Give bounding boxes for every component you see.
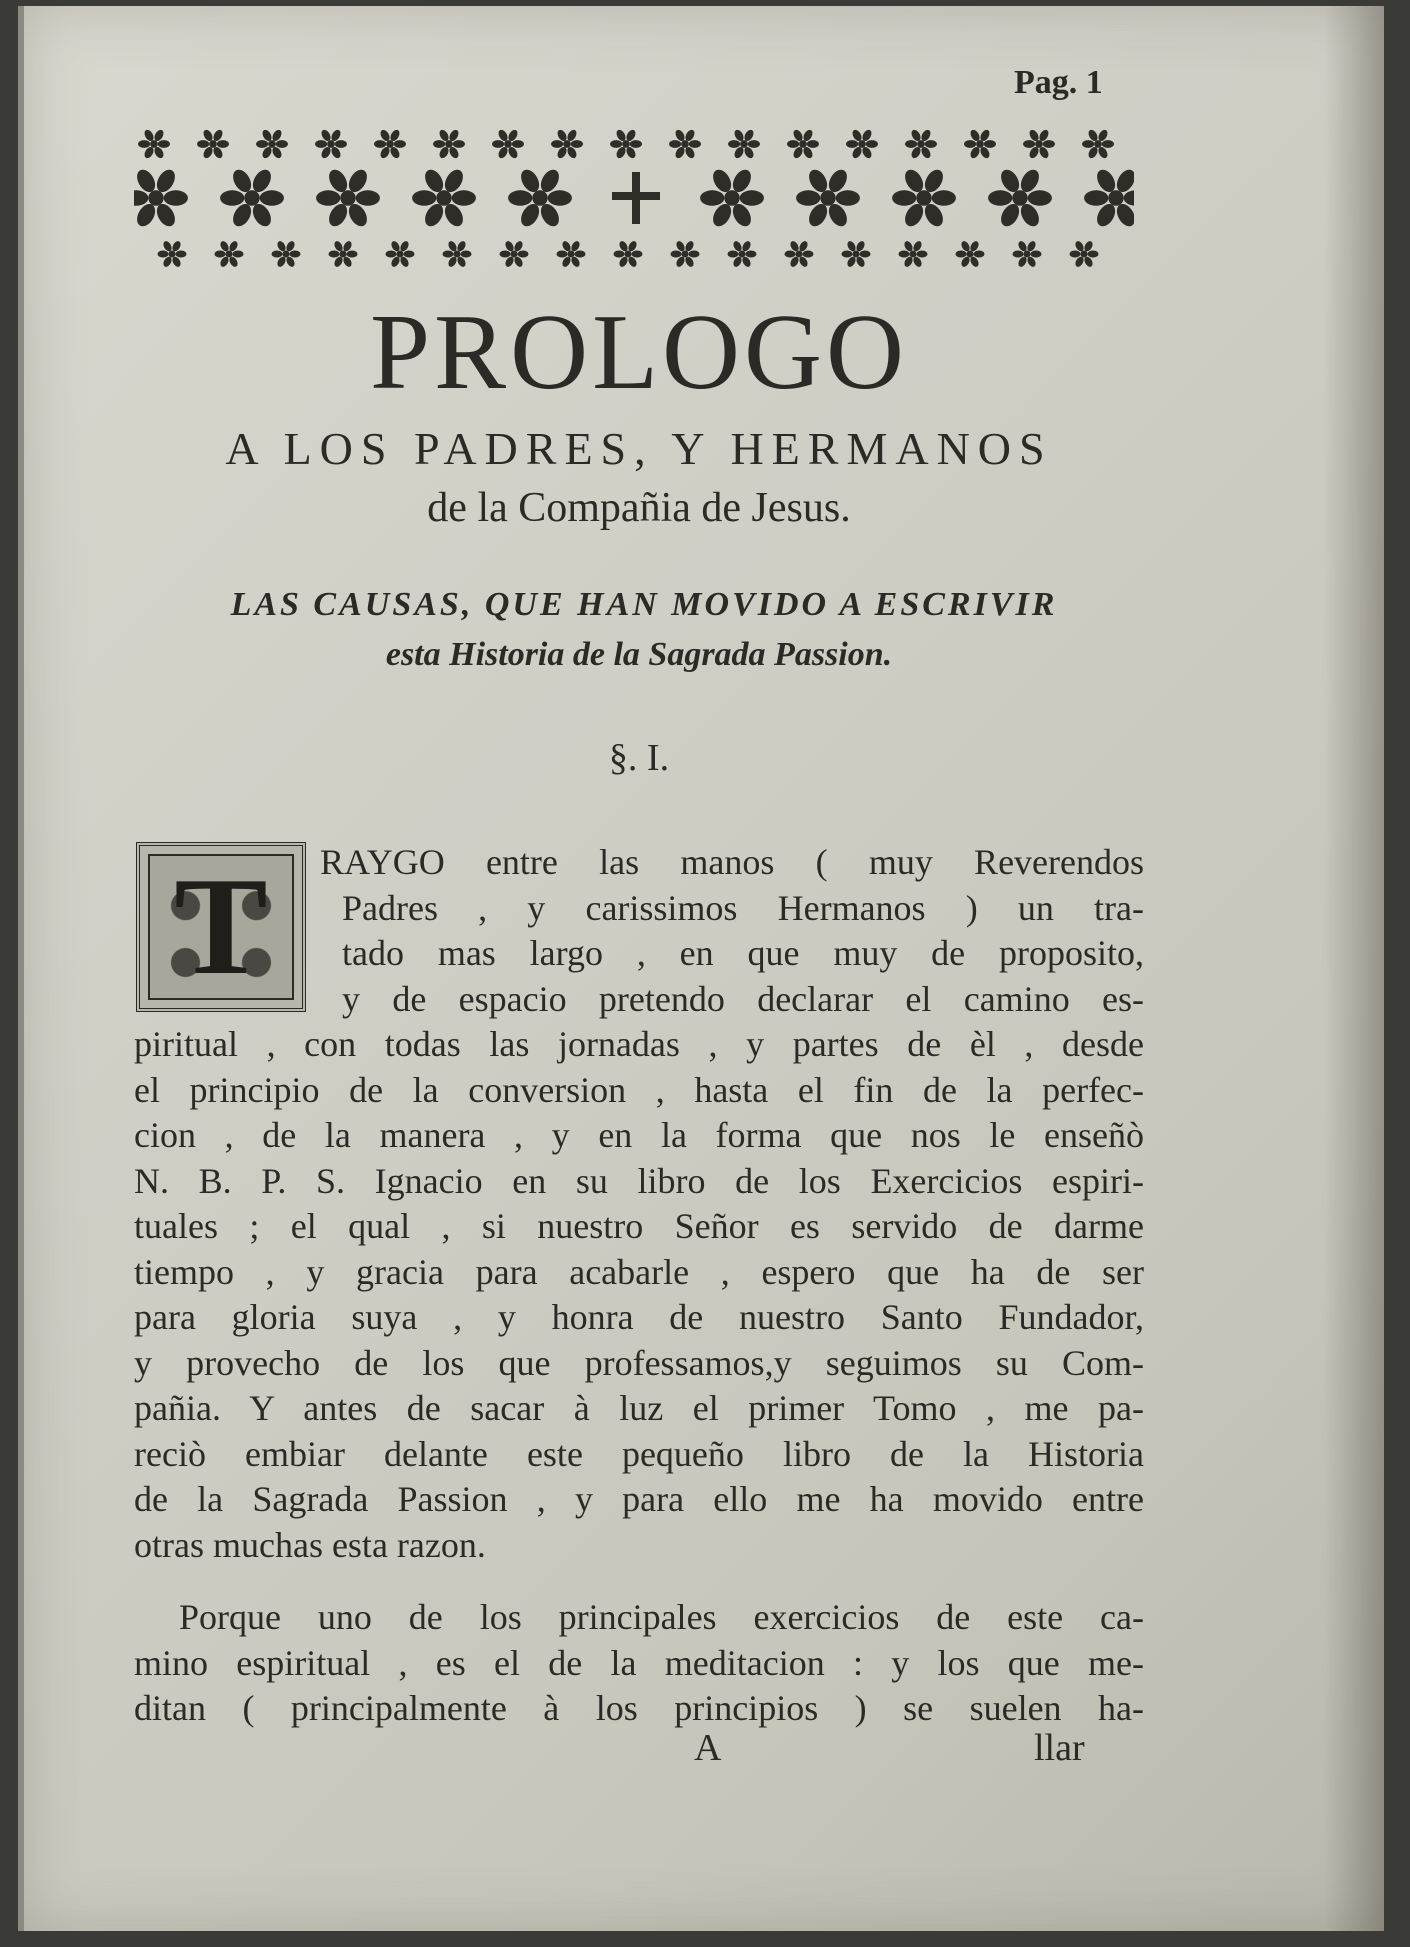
paragraph-1-line: tuales ; el qual , si nuestro Señor es servido de darme [134,1206,1144,1246]
catchword: llar [1034,1727,1085,1769]
paragraph-1-line: tiempo , y gracia para acabarle , espero que ha de ser [134,1251,1144,1292]
section-mark: §. I. [608,737,670,779]
page-title: PROLOGO [369,293,909,412]
paragraph-1-line: el principio de la conversion , hasta el fin de la perfec- [134,1069,1144,1110]
drop-cap [136,842,306,1012]
paragraph-1-line: y provecho de los que professamos,y seguimos su Com- [134,1342,1144,1383]
page-number: Pag. 1 [1014,64,1103,101]
chapter-heading-line-2: esta Historia de la Sagrada Passion. [385,636,893,673]
paragraph-1-line: cion , de la manera , y en la forma que nos le enseñò [134,1115,1144,1155]
signature-mark: A [694,1727,722,1769]
paragraph-1-line: para gloria suya , y honra de nuestro Santo Fundador, [134,1297,1144,1337]
paragraph-2-line: mino espiritual , es el de la meditacion : y los que me- [134,1642,1144,1683]
paragraph-2-line: Porque uno de los principales exercicios de este ca- [179,1597,1144,1637]
ornament-band [134,124,1134,274]
dedication-line-2: de la Compañia de Jesus. [427,485,851,531]
paragraph-1-line: reciò embiar delante este pequeño libro de la Historia [134,1433,1144,1474]
paragraph-1-line: otras muchas esta razon. [134,1524,486,1565]
paragraph-1-line: Padres , y carissimos Hermanos ) un tra- [342,887,1144,928]
paragraph-1-line: y de espacio pretendo declarar el camino es- [342,978,1144,1019]
paragraph-1-line: tado mas largo , en que muy de proposito, [342,933,1144,973]
book-page [18,6,1384,1931]
paragraph-1-line: pañia. Y antes de sacar à luz el primer Tomo , me pa- [134,1388,1144,1428]
chapter-heading-line-1: LAS CAUSAS, QUE HAN MOVIDO A ESCRIVIR [230,586,1058,623]
paragraph-2-line: ditan ( principalmente à los principios ) se suelen ha- [134,1688,1144,1728]
dedication-line-1: A LOS PADRES, Y HERMANOS [225,423,1053,474]
drop-cap-letter: T [174,849,268,1004]
paragraph-1-line: piritual , con todas las jornadas , y partes de èl , desde [134,1024,1144,1064]
paragraph-1-line: N. B. P. S. Ignacio en su libro de los Exercicios espiri- [134,1160,1144,1201]
paragraph-1-line: de la Sagrada Passion , y para ello me ha movido entre [134,1479,1144,1519]
paragraph-1-line: RAYGO entre las manos ( muy Reverendos [320,842,1144,882]
page-edge-shadow [1324,6,1384,1931]
